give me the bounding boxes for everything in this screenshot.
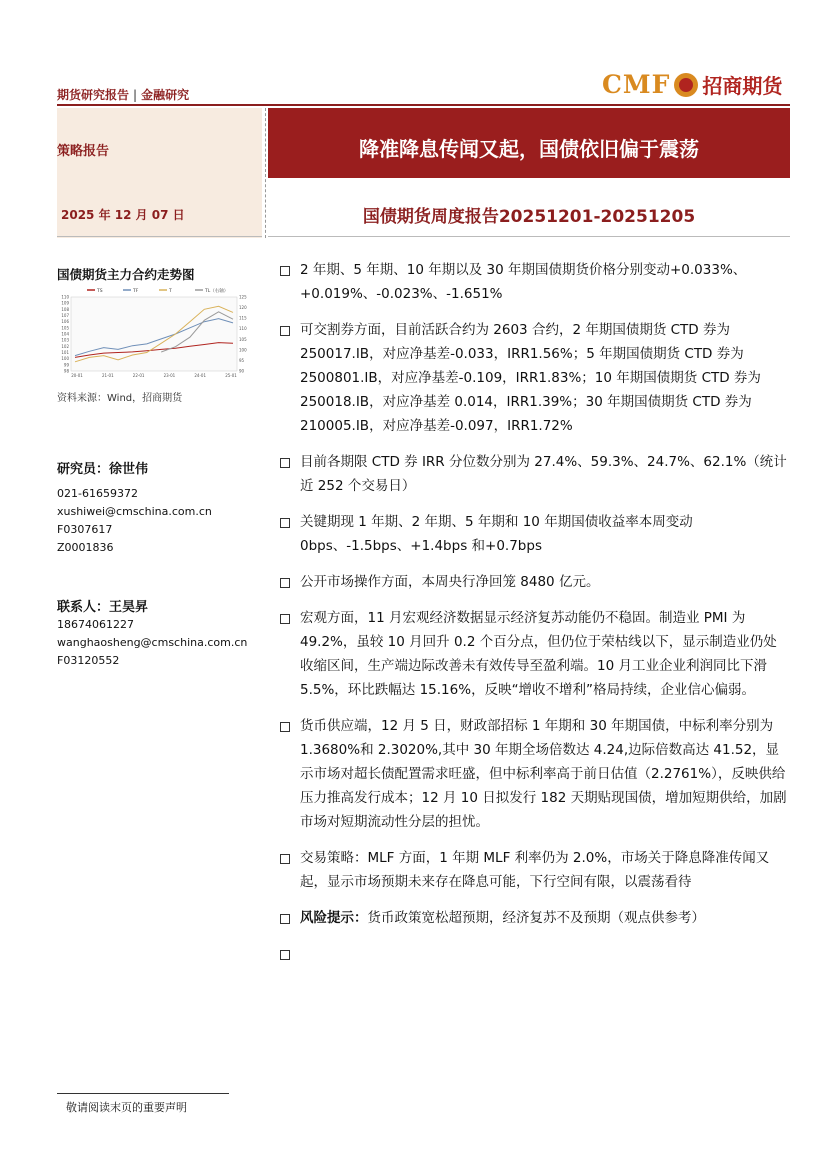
y-tick-right: 90 xyxy=(239,368,245,374)
y-tick-left: 102 xyxy=(61,343,69,349)
analyst-phone: 021-61659372 xyxy=(57,487,138,500)
y-tick-right: 110 xyxy=(239,326,247,332)
report-strategy-label: 策略报告 xyxy=(57,144,110,159)
y-tick-right: 95 xyxy=(239,357,245,363)
x-tick: 23-01 xyxy=(163,373,176,378)
report-type-header: 期货研究报告 | 金融研究 xyxy=(57,88,190,102)
legend-label: TS xyxy=(97,289,103,294)
contact-cert: F03120552 xyxy=(57,654,120,667)
legend-label: TF xyxy=(133,289,139,294)
bullet-box-icon xyxy=(280,854,290,864)
y-tick-left: 101 xyxy=(61,350,69,355)
logo-latin: CMF xyxy=(602,70,671,99)
report-subtitle: 国债期货周度报告20251201-20251205 xyxy=(362,207,696,227)
bullet-item: 公开市场操作方面，本周央行净回笼 8480 亿元。 xyxy=(280,570,790,594)
y-tick-left: 99 xyxy=(63,362,69,368)
y-tick-right: 105 xyxy=(239,336,247,342)
bullet-item: 2 年期、5 年期、10 年期以及 30 年期国债期货价格分别变动+0.033%、+0.019%、-0.023%、-1.651% xyxy=(280,258,790,306)
x-tick: 20-01 xyxy=(71,373,83,378)
company-logo xyxy=(602,70,782,99)
footer-disclaimer: 敬请阅读末页的重要声明 xyxy=(66,1101,187,1114)
chart-source: 资料来源：Wind，招商期货 xyxy=(57,393,183,404)
bullet-item: 关键期现 1 年期、2 年期、5 年期和 10 年期国债收益率本周变动 0bps、-1.5bps、+1.4bps 和+0.7bps xyxy=(280,510,790,558)
y-tick-left: 109 xyxy=(61,300,69,306)
report-date: 2025 年 12 月 07 日 xyxy=(61,208,185,222)
bullet-box-icon xyxy=(280,614,290,624)
contact-name: 联系人：王昊昇 xyxy=(57,600,149,615)
report-category: 金融研究 xyxy=(141,88,190,102)
x-tick: 22-01 xyxy=(132,373,145,378)
bullet-box-icon xyxy=(280,458,290,468)
chart-title: 国债期货主力合约走势图 xyxy=(57,267,195,282)
bullet-box-icon xyxy=(280,266,290,276)
analyst-block xyxy=(57,458,212,557)
y-tick-left: 110 xyxy=(61,294,69,300)
sidebar-divider xyxy=(265,108,266,238)
header-divider xyxy=(57,104,790,106)
bullet-box-icon xyxy=(280,518,290,528)
report-type: 期货研究报告 xyxy=(57,88,130,102)
y-tick-left: 103 xyxy=(61,337,69,343)
bullet-item-risk: 风险提示：货币政策宽松超预期，经济复苏不及预期（观点供参考） xyxy=(280,906,790,930)
y-tick-right: 125 xyxy=(239,294,247,300)
y-tick-left: 98 xyxy=(63,368,69,374)
title-divider xyxy=(268,236,790,237)
analyst-email[interactable]: xushiwei@cmschina.com.cn xyxy=(57,505,212,518)
analyst-cert-1: F0307617 xyxy=(57,523,113,536)
bullet-item: 目前各期限 CTD 券 IRR 分位数分别为 27.4%、59.3%、24.7%、62.1%（统计近 252 个交易日） xyxy=(280,450,790,498)
y-tick-left: 105 xyxy=(61,325,69,331)
bullet-box-icon xyxy=(280,326,290,336)
y-tick-left: 100 xyxy=(61,356,69,362)
y-tick-right: 120 xyxy=(239,305,247,311)
bullet-item: 交易策略：MLF 方面，1 年期 MLF 利率仍为 2.0%，市场关于降息降准传闻又起，显示市场预期未来存在降息可能，下行空间有限，以震荡看待 xyxy=(280,846,790,894)
bullet-box-icon xyxy=(280,722,290,732)
y-tick-left: 106 xyxy=(61,319,69,325)
logo-emblem-icon xyxy=(674,73,698,97)
y-tick-left: 108 xyxy=(61,306,69,312)
bullet-item: 可交割券方面，目前活跃合约为 2603 合约，2 年期国债期货 CTD 券为 250017.IB，对应净基差-0.033，IRR1.56%；5 年期国债期货 CTD 券为 2500801.IB，对应净基差-0.109，IRR1.83%；10 年期国债期货 CTD 券为 250018.IB，对应净基差 0.014，IRR1.39%；30 年期国债期货 CTD 券为 210005.IB，对应净基差-0.097，IRR1.72% xyxy=(280,318,790,438)
legend-label: TL（右轴） xyxy=(205,289,229,294)
summary-bullets xyxy=(280,258,790,942)
x-tick: 25-01 xyxy=(225,373,237,378)
x-tick: 24-01 xyxy=(194,373,207,378)
contact-phone: 18674061227 xyxy=(57,618,134,631)
y-tick-right: 115 xyxy=(239,315,247,321)
logo-chinese: 招商期货 xyxy=(702,74,783,98)
analyst-cert-2: Z0001836 xyxy=(57,541,114,554)
y-tick-right: 100 xyxy=(239,347,247,353)
footer-divider xyxy=(57,1093,229,1094)
bullet-box-icon xyxy=(280,914,290,924)
y-tick-left: 104 xyxy=(61,331,69,337)
y-tick-left: 107 xyxy=(61,313,69,318)
futures-trend-chart xyxy=(57,285,253,385)
bullet-box-icon xyxy=(280,950,290,960)
bullet-box-icon xyxy=(280,578,290,588)
analyst-name: 研究员：徐世伟 xyxy=(57,462,149,477)
report-title: 降准降息传闻又起，国债依旧偏于震荡 xyxy=(359,137,699,161)
sidebar-bottom-line xyxy=(57,236,262,237)
legend-label: T xyxy=(169,289,172,294)
bullet-item: 宏观方面，11 月宏观经济数据显示经济复苏动能仍不稳固。制造业 PMI 为 49.2%，虽较 10 月回升 0.2 个百分点，但仍位于荣枯线以下，显示制造业仍处收缩区间，生产端边际改善未有效传导至盈利端。10 月工业企业利润同比下滑 5.5%，环比跌幅达 15.16%，反映“增收不增利”格局持续，企业信心偏弱。 xyxy=(280,606,790,702)
contact-block xyxy=(57,596,247,670)
contact-email[interactable]: wanghaosheng@cmschina.com.cn xyxy=(57,636,248,649)
bullet-item: 货币供应端，12 月 5 日，财政部招标 1 年期和 30 年期国债，中标利率分别为 1.3680%和 2.3020%,其中 30 年期全场倍数达 4.24,边际倍数高达 41.52，显示市场对超长债配置需求旺盛，但中标利率高于前日估值（2.2761%），反映供给压力推高发行成本；12 月 10 日拟发行 182 天期贴现国债，增加短期供给，加剧市场对短期流动性分层的担忧。 xyxy=(280,714,790,834)
x-tick: 21-01 xyxy=(101,373,114,378)
